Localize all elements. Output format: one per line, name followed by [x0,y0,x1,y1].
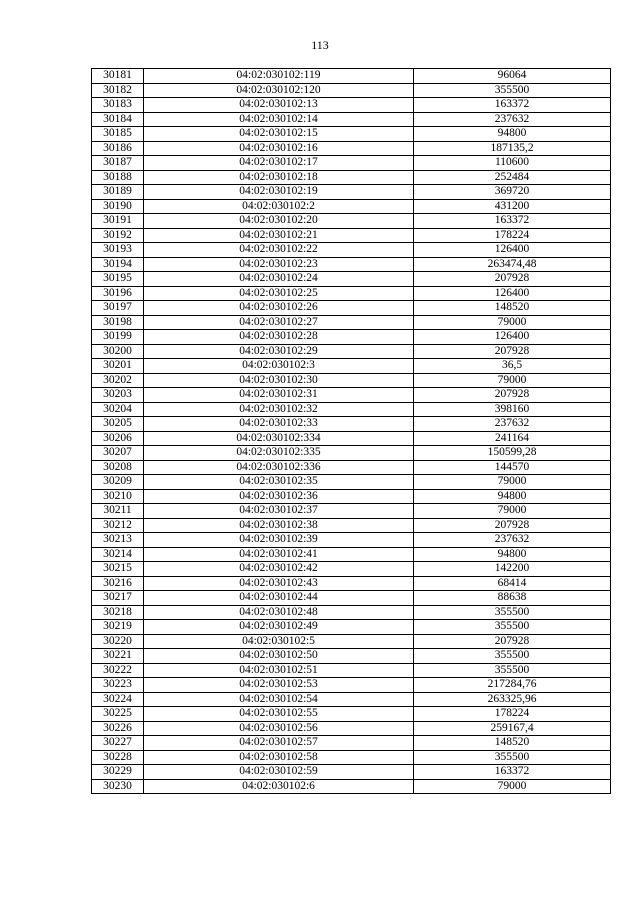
value-cell: 142200 [414,562,611,577]
row-number-cell: 30204 [92,402,144,417]
table-row [92,620,611,635]
row-number-cell: 30185 [92,127,144,142]
cadastral-number-cell: 04:02:030102:30 [144,373,414,388]
cadastral-number-cell: 04:02:030102:21 [144,228,414,243]
table-row [92,562,611,577]
value-cell: 217284,76 [414,678,611,693]
table-row [92,634,611,649]
value-cell: 237632 [414,112,611,127]
value-cell: 207928 [414,344,611,359]
row-number-cell: 30217 [92,591,144,606]
cadastral-number-cell: 04:02:030102:48 [144,605,414,620]
table-row [92,475,611,490]
value-cell: 79000 [414,475,611,490]
table-row [92,127,611,142]
table-row [92,460,611,475]
cadastral-number-cell: 04:02:030102:335 [144,446,414,461]
table-row [92,170,611,185]
value-cell: 263474,48 [414,257,611,272]
row-number-cell: 30189 [92,185,144,200]
table-row [92,721,611,736]
cadastral-number-cell: 04:02:030102:336 [144,460,414,475]
cadastral-number-cell: 04:02:030102:35 [144,475,414,490]
value-cell: 148520 [414,301,611,316]
value-cell: 79000 [414,504,611,519]
value-cell: 252484 [414,170,611,185]
table-row [92,678,611,693]
row-number-cell: 30190 [92,199,144,214]
cadastral-number-cell: 04:02:030102:49 [144,620,414,635]
value-cell: 355500 [414,663,611,678]
value-cell: 94800 [414,127,611,142]
table-row [92,83,611,98]
cadastral-number-cell: 04:02:030102:58 [144,750,414,765]
row-number-cell: 30191 [92,214,144,229]
cadastral-number-cell: 04:02:030102:36 [144,489,414,504]
table-row [92,504,611,519]
table-row [92,779,611,794]
row-number-cell: 30220 [92,634,144,649]
value-cell: 355500 [414,649,611,664]
row-number-cell: 30212 [92,518,144,533]
cadastral-number-cell: 04:02:030102:56 [144,721,414,736]
cadastral-number-cell: 04:02:030102:41 [144,547,414,562]
row-number-cell: 30194 [92,257,144,272]
value-cell: 110600 [414,156,611,171]
value-cell: 369720 [414,185,611,200]
cadastral-number-cell: 04:02:030102:51 [144,663,414,678]
table-row [92,692,611,707]
row-number-cell: 30227 [92,736,144,751]
row-number-cell: 30196 [92,286,144,301]
cadastral-number-cell: 04:02:030102:22 [144,243,414,258]
row-number-cell: 30229 [92,765,144,780]
value-cell: 163372 [414,98,611,113]
row-number-cell: 30218 [92,605,144,620]
cadastral-number-cell: 04:02:030102:29 [144,344,414,359]
row-number-cell: 30219 [92,620,144,635]
row-number-cell: 30206 [92,431,144,446]
table-row [92,663,611,678]
table-row [92,518,611,533]
cadastral-number-cell: 04:02:030102:24 [144,272,414,287]
cadastral-number-cell: 04:02:030102:44 [144,591,414,606]
value-cell: 79000 [414,779,611,794]
value-cell: 178224 [414,228,611,243]
cadastral-number-cell: 04:02:030102:38 [144,518,414,533]
value-cell: 178224 [414,707,611,722]
table-row [92,286,611,301]
row-number-cell: 30182 [92,83,144,98]
table-row [92,112,611,127]
table-row [92,533,611,548]
value-cell: 96064 [414,69,611,84]
cadastral-number-cell: 04:02:030102:53 [144,678,414,693]
cadastral-number-cell: 04:02:030102:31 [144,388,414,403]
value-cell: 355500 [414,620,611,635]
table-row [92,446,611,461]
row-number-cell: 30214 [92,547,144,562]
cadastral-number-cell: 04:02:030102:50 [144,649,414,664]
value-cell: 79000 [414,315,611,330]
cadastral-number-cell: 04:02:030102:55 [144,707,414,722]
cadastral-number-cell: 04:02:030102:39 [144,533,414,548]
cadastral-number-cell: 04:02:030102:334 [144,431,414,446]
value-cell: 237632 [414,533,611,548]
table-row [92,301,611,316]
row-number-cell: 30205 [92,417,144,432]
cadastral-number-cell: 04:02:030102:32 [144,402,414,417]
row-number-cell: 30181 [92,69,144,84]
row-number-cell: 30200 [92,344,144,359]
table-row [92,649,611,664]
value-cell: 207928 [414,388,611,403]
row-number-cell: 30188 [92,170,144,185]
table-row [92,98,611,113]
row-number-cell: 30183 [92,98,144,113]
row-number-cell: 30193 [92,243,144,258]
value-cell: 68414 [414,576,611,591]
value-cell: 355500 [414,750,611,765]
table-row [92,272,611,287]
value-cell: 126400 [414,330,611,345]
value-cell: 94800 [414,547,611,562]
table-row [92,315,611,330]
cadastral-number-cell: 04:02:030102:28 [144,330,414,345]
value-cell: 163372 [414,765,611,780]
row-number-cell: 30198 [92,315,144,330]
cadastral-number-cell: 04:02:030102:120 [144,83,414,98]
row-number-cell: 30197 [92,301,144,316]
value-cell: 259167,4 [414,721,611,736]
table-row [92,228,611,243]
row-number-cell: 30207 [92,446,144,461]
table-row [92,257,611,272]
row-number-cell: 30221 [92,649,144,664]
row-number-cell: 30186 [92,141,144,156]
value-cell: 207928 [414,518,611,533]
value-cell: 398160 [414,402,611,417]
cadastral-number-cell: 04:02:030102:19 [144,185,414,200]
row-number-cell: 30223 [92,678,144,693]
table-row [92,431,611,446]
table-row [92,243,611,258]
row-number-cell: 30195 [92,272,144,287]
table-row [92,156,611,171]
row-number-cell: 30228 [92,750,144,765]
table-row [92,199,611,214]
value-cell: 207928 [414,634,611,649]
cadastral-number-cell: 04:02:030102:14 [144,112,414,127]
table-row [92,185,611,200]
value-cell: 144570 [414,460,611,475]
row-number-cell: 30222 [92,663,144,678]
table-body [92,69,611,794]
value-cell: 355500 [414,83,611,98]
cadastral-number-cell: 04:02:030102:17 [144,156,414,171]
value-cell: 79000 [414,373,611,388]
cadastral-number-cell: 04:02:030102:23 [144,257,414,272]
row-number-cell: 30184 [92,112,144,127]
table-row [92,605,611,620]
cadastral-number-cell: 04:02:030102:119 [144,69,414,84]
table-row [92,344,611,359]
cadastral-number-cell: 04:02:030102:6 [144,779,414,794]
cadastral-number-cell: 04:02:030102:57 [144,736,414,751]
page-number: 113 [311,38,329,52]
value-cell: 36,5 [414,359,611,374]
value-cell: 207928 [414,272,611,287]
row-number-cell: 30230 [92,779,144,794]
cadastral-number-cell: 04:02:030102:33 [144,417,414,432]
table-row [92,591,611,606]
row-number-cell: 30213 [92,533,144,548]
row-number-cell: 30211 [92,504,144,519]
table-row [92,330,611,345]
cadastral-number-cell: 04:02:030102:27 [144,315,414,330]
table-row [92,765,611,780]
table-row [92,489,611,504]
row-number-cell: 30210 [92,489,144,504]
table-row [92,214,611,229]
table-row [92,141,611,156]
row-number-cell: 30192 [92,228,144,243]
row-number-cell: 30224 [92,692,144,707]
value-cell: 126400 [414,243,611,258]
row-number-cell: 30225 [92,707,144,722]
cadastral-number-cell: 04:02:030102:5 [144,634,414,649]
table-row [92,69,611,84]
value-cell: 94800 [414,489,611,504]
row-number-cell: 30208 [92,460,144,475]
cadastral-number-cell: 04:02:030102:20 [144,214,414,229]
cadastral-value-table [91,68,611,794]
cadastral-number-cell: 04:02:030102:59 [144,765,414,780]
table-row [92,388,611,403]
table-row [92,576,611,591]
cadastral-number-cell: 04:02:030102:16 [144,141,414,156]
cadastral-number-cell: 04:02:030102:43 [144,576,414,591]
row-number-cell: 30203 [92,388,144,403]
cadastral-number-cell: 04:02:030102:25 [144,286,414,301]
cadastral-number-cell: 04:02:030102:15 [144,127,414,142]
table-row [92,736,611,751]
value-cell: 237632 [414,417,611,432]
table-row [92,707,611,722]
value-cell: 355500 [414,605,611,620]
row-number-cell: 30209 [92,475,144,490]
table-row [92,359,611,374]
value-cell: 126400 [414,286,611,301]
value-cell: 150599,28 [414,446,611,461]
cadastral-number-cell: 04:02:030102:2 [144,199,414,214]
row-number-cell: 30215 [92,562,144,577]
cadastral-number-cell: 04:02:030102:37 [144,504,414,519]
cadastral-number-cell: 04:02:030102:13 [144,98,414,113]
table-row [92,402,611,417]
row-number-cell: 30201 [92,359,144,374]
row-number-cell: 30216 [92,576,144,591]
row-number-cell: 30199 [92,330,144,345]
value-cell: 187135,2 [414,141,611,156]
cadastral-number-cell: 04:02:030102:26 [144,301,414,316]
table-row [92,373,611,388]
value-cell: 163372 [414,214,611,229]
value-cell: 241164 [414,431,611,446]
table-row [92,750,611,765]
cadastral-number-cell: 04:02:030102:54 [144,692,414,707]
row-number-cell: 30202 [92,373,144,388]
row-number-cell: 30226 [92,721,144,736]
value-cell: 431200 [414,199,611,214]
cadastral-number-cell: 04:02:030102:42 [144,562,414,577]
row-number-cell: 30187 [92,156,144,171]
value-cell: 148520 [414,736,611,751]
cadastral-number-cell: 04:02:030102:18 [144,170,414,185]
table-row [92,547,611,562]
value-cell: 88638 [414,591,611,606]
cadastral-number-cell: 04:02:030102:3 [144,359,414,374]
table-row [92,417,611,432]
value-cell: 263325,96 [414,692,611,707]
